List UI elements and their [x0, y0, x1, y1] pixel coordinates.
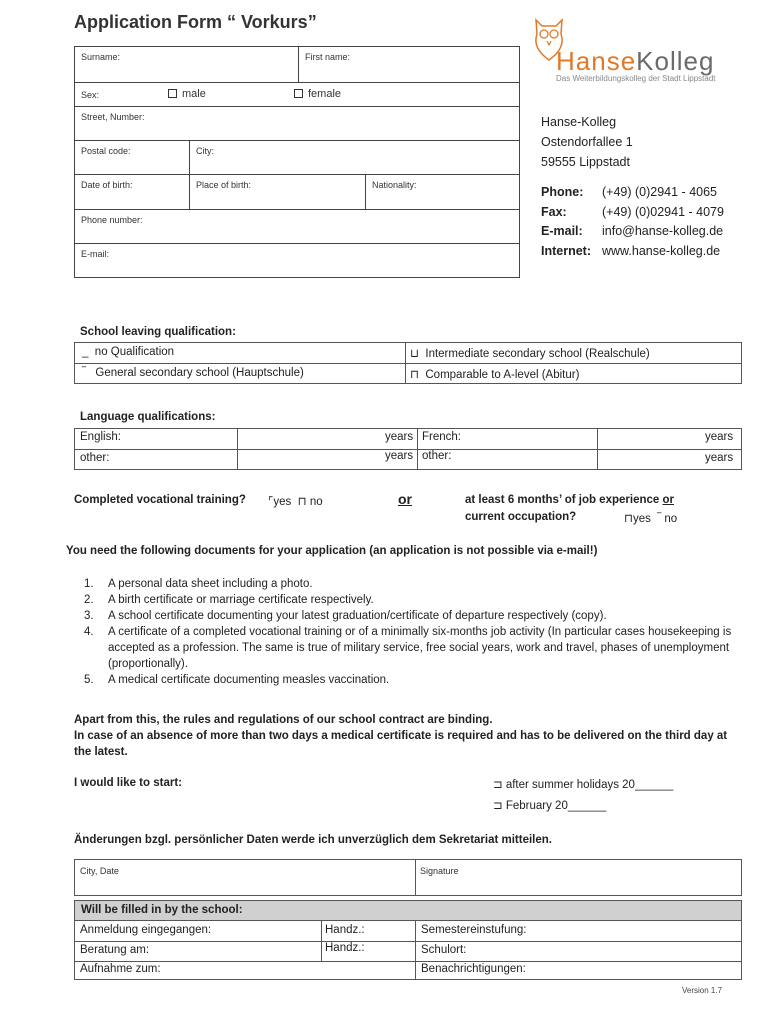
email-label: E-mail:: [541, 224, 583, 238]
vocational-yes-option[interactable]: ⌜yes ⊓ no: [268, 496, 323, 508]
french-label: French:: [422, 431, 461, 443]
start-summer-option[interactable]: ⊐ after summer holidays 20______: [493, 779, 674, 791]
logo-part-kolleg: Kolleg: [636, 46, 715, 76]
other-language-label-1: other:: [80, 452, 110, 464]
semester-label: Semestereinstufung:: [421, 924, 527, 936]
address-name: Hanse-Kolleg: [541, 115, 617, 129]
male-option[interactable]: [162, 83, 212, 105]
abitur-option[interactable]: ⊓ Comparable to A-level (Abitur): [410, 369, 580, 381]
phone-label: Phone:: [541, 185, 584, 199]
male-label: male: [182, 88, 206, 100]
documents-list: [84, 576, 734, 688]
email-value[interactable]: info@hanse-kolleg.de: [602, 224, 724, 238]
start-label: I would like to start:: [74, 777, 182, 789]
list-item: 1. A personal data sheet including a photo.: [84, 578, 313, 590]
other-language-label-2: other:: [422, 450, 452, 462]
personal-data-table: [74, 46, 520, 278]
occupation-yes-no-option[interactable]: ⊓yes ‾ no: [624, 513, 678, 525]
start-february-option[interactable]: ⊐ February 20______: [493, 800, 607, 812]
no-qualification-option[interactable]: _ no Qualification: [82, 346, 175, 358]
phone-value: (+49) (0)2941 - 4065: [602, 185, 718, 199]
nationality-field[interactable]: Nationality:: [372, 180, 417, 190]
french-years: years: [705, 431, 734, 443]
city-date-field[interactable]: City, Date: [80, 866, 119, 876]
version-label: Version 1.7: [682, 986, 723, 995]
school-address: [541, 112, 633, 172]
signature-field[interactable]: Signature: [420, 866, 459, 876]
vocational-question: Completed vocational training?: [74, 494, 246, 506]
logo-wordmark: [556, 46, 714, 77]
school-use-heading: Will be filled in by the school:: [75, 901, 741, 921]
form-title: Application Form “ Vorkurs”: [74, 12, 317, 32]
schulort-label: Schulort:: [421, 944, 467, 956]
internet-label: Internet:: [541, 243, 591, 258]
hauptschule-option[interactable]: ‾ General secondary school (Hauptschule): [82, 367, 304, 379]
handz-label-1: Handz.:: [325, 924, 365, 936]
other-years-1: years: [385, 450, 414, 462]
place-of-birth-field[interactable]: Place of birth:: [196, 180, 252, 190]
list-item: 3. A school certificate documenting your latest graduation/certificate of departure respectively (copy).: [84, 610, 607, 622]
fax-label: Fax:: [541, 204, 567, 219]
rules-text: [74, 712, 744, 760]
beratung-label: Beratung am:: [80, 944, 150, 956]
rules-line-1: Apart from this, the rules and regulations of our school contract are binding.: [74, 714, 493, 726]
list-item: 5. A medical certificate documenting measles vaccination.: [84, 674, 390, 686]
date-of-birth-field[interactable]: Date of birth:: [81, 180, 133, 190]
school-use-table: [74, 900, 742, 980]
realschule-option[interactable]: ⊔ Intermediate secondary school (Realschule): [410, 348, 650, 360]
first-name-field[interactable]: First name:: [305, 52, 351, 62]
list-item: 2. A birth certificate or marriage certificate respectively.: [84, 594, 374, 606]
fax-value: (+49) (0)02941 - 4079: [602, 204, 724, 219]
english-label: English:: [80, 431, 121, 443]
school-leaving-heading: School leaving qualification:: [80, 326, 236, 338]
list-item: 4. A certificate of a completed vocational training or of a minimally six-months job activity (In particular cases housekeeping is accepted as a profession. The same is true of military service, free social years, work and travel, phases of unemployment (proportionally).: [84, 626, 732, 670]
sex-label: Sex:: [81, 90, 100, 100]
aufnahme-label: Aufnahme zum:: [80, 963, 161, 975]
internet-value[interactable]: www.hanse-kolleg.de: [602, 243, 721, 258]
handz-label-2: Handz.:: [325, 942, 365, 954]
documents-heading: You need the following documents for your application (an application is not possible via e-mail!): [66, 545, 598, 557]
email-field[interactable]: E-mail:: [81, 249, 110, 259]
surname-field[interactable]: Surname:: [81, 52, 121, 62]
signature-table: [74, 859, 742, 896]
address-city: 59555 Lippstadt: [541, 155, 630, 169]
female-label: female: [308, 88, 342, 100]
rules-line-2: In case of an absence of more than two days a medical certificate is required and has to be delivered on the third day at the latest.: [74, 730, 728, 758]
postal-code-field[interactable]: Postal code:: [81, 146, 131, 156]
changes-note: Änderungen bzgl. persönlicher Daten werde ich unverzüglich dem Sekretariat mitteilen.: [74, 834, 552, 846]
anmeldung-label: Anmeldung eingegangen:: [80, 924, 212, 936]
other-years-2: years: [705, 452, 734, 464]
female-checkbox[interactable]: [294, 89, 303, 98]
street-field[interactable]: Street, Number:: [81, 112, 145, 122]
benachrichtigungen-label: Benachrichtigungen:: [421, 963, 526, 975]
logo-part-hanse: Hanse: [556, 46, 637, 76]
logo-subtitle: Das Weiterbildungskolleg der Stadt Lippstadt: [556, 74, 716, 83]
female-option[interactable]: [288, 83, 347, 105]
city-field[interactable]: City:: [196, 146, 214, 156]
address-street: Ostendorfallee 1: [541, 135, 633, 149]
english-years: years: [385, 431, 414, 443]
current-occupation-question: current occupation?: [465, 511, 577, 523]
male-checkbox[interactable]: [168, 89, 177, 98]
language-heading: Language qualifications:: [80, 411, 216, 423]
or-separator: or: [398, 491, 412, 507]
phone-number-field[interactable]: Phone number:: [81, 215, 143, 225]
school-contact: [541, 183, 724, 261]
job-experience-question: at least 6 months’ of job experience or: [465, 494, 674, 506]
